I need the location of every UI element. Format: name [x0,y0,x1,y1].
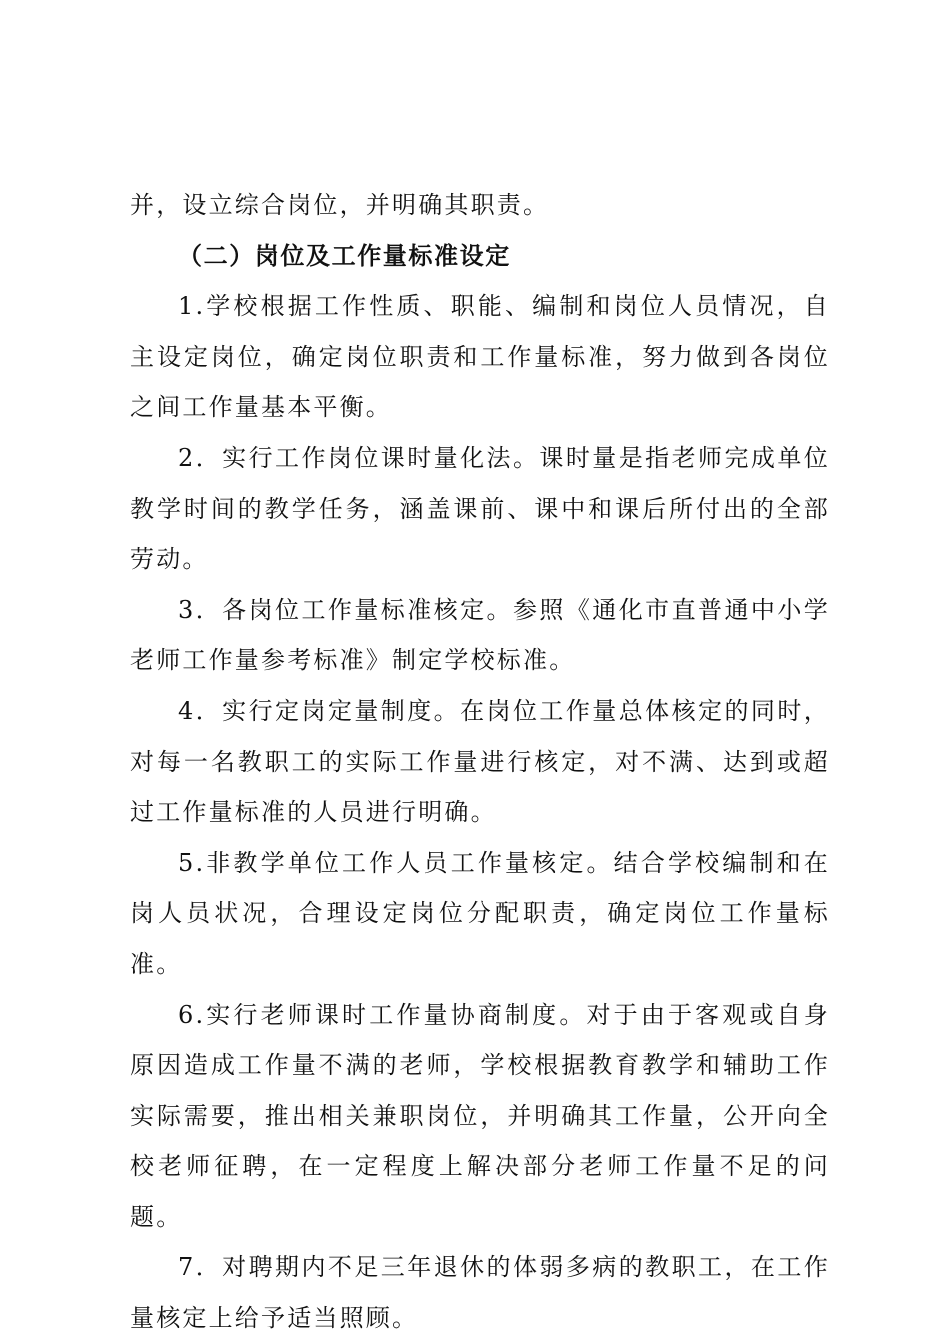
paragraph-item-7: 7．对聘期内不足三年退休的体弱多病的教职工，在工作量核定上给予适当照顾。 [130,1253,830,1333]
paragraph-item-6: 6.实行老师课时工作量协商制度。对于由于客观或自身原因造成工作量不满的老师，学校根据教育教学和辅助工作实际需要，推出相关兼职岗位，并明确其工作量，公开向全校老师征聘，在一定程度上解决部分老师工作量不足的问题。 [130,1000,830,1231]
paragraph-item-1: 1.学校根据工作性质、职能、编制和岗位人员情况，自主设定岗位，确定岗位职责和工作量标准，努力做到各岗位之间工作量基本平衡。 [130,292,830,422]
section-heading: （二）岗位及工作量标准设定 [178,241,511,270]
paragraph-item-2: 2．实行工作岗位课时量化法。课时量是指老师完成单位教学时间的教学任务，涵盖课前、课中和课后所付出的全部劳动。 [130,443,830,574]
paragraph-item-5: 5.非教学单位工作人员工作量核定。结合学校编制和在岗人员状况，合理设定岗位分配职责，确定岗位工作量标准。 [130,848,830,978]
paragraph-item-3: 3．各岗位工作量标准核定。参照《通化市直普通中小学老师工作量参考标准》制定学校标准。 [130,595,830,675]
paragraph-item-4: 4．实行定岗定量制度。在岗位工作量总体核定的同时，对每一名教职工的实际工作量进行核定，对不满、达到或超过工作量标准的人员进行明确。 [130,696,830,827]
paragraph-continuation: 并，设立综合岗位，并明确其职责。 [130,191,550,219]
document-body [130,180,830,1344]
